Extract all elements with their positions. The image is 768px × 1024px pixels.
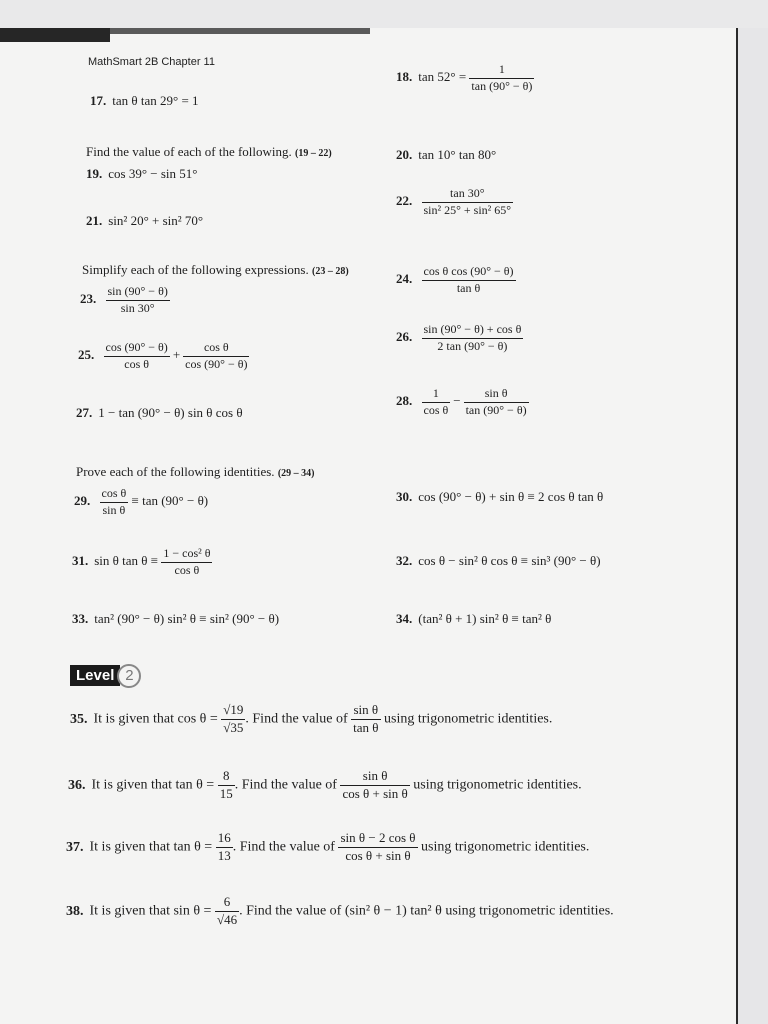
question-37: 37. It is given that tan θ = $\frac{16}{13}$ . Find the value of $\frac{\text{sin θ − 2 cos θ}}{\text{cos θ + sin θ}}$ using trigonometric identities.	[66, 830, 590, 863]
instruction-prove: Prove each of the following identities. (29 – 34)	[76, 464, 315, 479]
next-page-edge	[736, 28, 768, 1024]
binding-edge-light	[110, 28, 370, 34]
question-18: 18. tan 52° = $\frac{1}{\tan (90^\circ - \theta)}$	[396, 62, 533, 93]
question-27: 27. 1 − tan (90° − θ) sin θ cos θ	[76, 405, 243, 420]
question-31: 31. sin θ tan θ ≡ $\frac{\text{1 − cos² θ}}{\text{cos θ}}$	[72, 546, 211, 577]
instruction-find-value: Find the value of each of the following. (19 – 22)	[86, 144, 332, 159]
question-19: 19. cos 39° − sin 51°	[86, 166, 198, 181]
level-badge: Level 2	[70, 664, 141, 688]
question-17: 17. tan θ tan 29° = 1	[90, 93, 199, 108]
question-32: 32. cos θ − sin² θ cos θ ≡ sin³ (90° − θ)	[396, 553, 601, 568]
question-29: 29. $\frac{\text{cos θ}}{\text{sin θ}}$ ≡ tan (90° − θ)	[74, 486, 209, 517]
question-20: 20. tan 10° tan 80°	[396, 147, 497, 162]
binding-edge	[0, 28, 110, 42]
question-22: 22. $\frac{\tan 30^\circ}{\text{sin² 25° + sin² 65°}}$	[396, 186, 512, 217]
question-25: 25. $\frac{\cos (90^\circ - \theta)}{\text{cos θ}}$ + $\frac{\text{cos θ}}{\cos (90^\circ - \theta)}$	[78, 340, 248, 371]
question-26: 26. $\frac{\text{sin (90° − θ) + cos θ}}{2 \tan (90^\circ - \theta)}$	[396, 322, 522, 353]
question-30: 30. cos (90° − θ) + sin θ ≡ 2 cos θ tan θ	[396, 489, 604, 504]
question-21: 21. sin² 20° + sin² 70°	[86, 213, 204, 228]
page-header: MathSmart 2B Chapter 11	[88, 56, 215, 68]
question-33: 33. tan² (90° − θ) sin² θ ≡ sin² (90° − θ)	[72, 611, 280, 626]
question-23: 23. $\frac{\sin (90^\circ - \theta)}{\sin 30^\circ}$	[80, 284, 168, 315]
question-34: 34. (tan² θ + 1) sin² θ ≡ tan² θ	[396, 611, 552, 626]
question-35: 35. It is given that cos θ = $\frac{√19}{√35}$ . Find the value of $\frac{\text{sin θ}}{\text{tan θ}}$ using trigonometric identities.	[70, 702, 553, 735]
question-24: 24. $\frac{\text{cos θ cos (90° − θ)}}{\text{tan θ}}$	[396, 264, 514, 295]
question-28: 28. $\frac{1}{\text{cos θ}}$ − $\frac{\text{sin θ}}{\tan (90^\circ - \theta)}$	[396, 386, 527, 417]
instruction-simplify: Simplify each of the following expressions. (23 – 28)	[82, 262, 349, 277]
question-38: 38. It is given that sin θ = $\frac{6}{√46}$ . Find the value of (sin² θ − 1) tan² θ using trigonometric identities.	[66, 894, 614, 927]
question-36: 36. It is given that tan θ = $\frac{8}{15}$ . Find the value of $\frac{\text{sin θ}}{\text{cos θ + sin θ}}$ using trigonometric identities.	[68, 768, 582, 801]
